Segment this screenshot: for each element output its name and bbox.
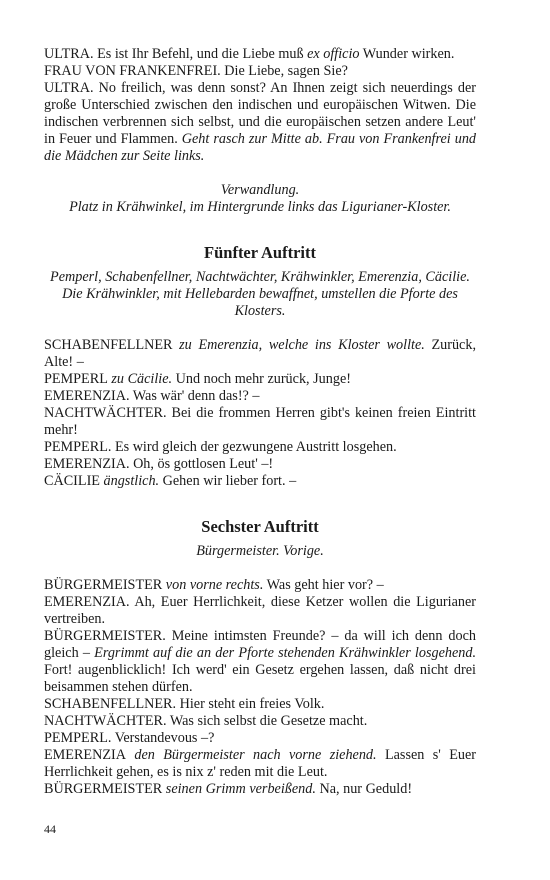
speaker-name: NACHTWÄCHTER. (44, 713, 167, 729)
speaker-name: FRAU VON FRANKENFREI. (44, 63, 221, 79)
dialogue-line (44, 439, 476, 456)
scene-6-stage-direction: Bürgermeister. Vorige. (196, 543, 324, 559)
dialogue-line (44, 713, 476, 730)
dialogue-line (44, 628, 476, 696)
dialogue-line (44, 80, 476, 165)
speech-text: Oh, ös gottlosen Leut' –! (129, 456, 274, 472)
stage-direction: den Bürgermeister nach vorne ziehend. (125, 747, 377, 763)
dialogue-line (44, 405, 476, 439)
speaker-name: NACHTWÄCHTER. (44, 405, 167, 421)
dialogue-line (44, 730, 476, 747)
scene-5-stage-direction: Pemperl, Schabenfellner, Nachtwächter, Krähwinkler, Emerenzia, Cäcilie. Die Krähwinkler, mit Hellebarden bewaffnet, umstellen die Pforte des Klosters. (50, 269, 470, 319)
speaker-name: ULTRA. (44, 80, 94, 96)
speaker-name: EMERENZIA (44, 747, 126, 763)
speech-text: Lassen s' Euer Herrlichkeit gehen, es is nix z' reden mit die Leut. (44, 747, 476, 780)
scene-heading-5: Fünfter Auftritt (204, 243, 316, 262)
dialogue-line (44, 473, 476, 490)
speech-text: Na, nur Geduld! (315, 781, 413, 797)
speaker-name: EMERENZIA. (44, 388, 130, 404)
stage-direction: von vorne rechts. (162, 577, 264, 593)
dialogue-line (44, 594, 476, 628)
dialogue-line (44, 63, 476, 80)
speaker-name: SCHABENFELLNER. (44, 696, 177, 712)
stage-direction: seinen Grimm verbeißend. (162, 781, 316, 797)
dialogue-line (44, 371, 476, 388)
speaker-name: BÜRGERMEISTER. (44, 628, 166, 644)
speech-text: Hier steht ein freies Volk. (176, 696, 325, 712)
speech-text: Und noch mehr zurück, Junge! (172, 371, 351, 387)
page-number: 44 (44, 822, 56, 836)
book-page (44, 46, 476, 798)
speech-text: Wunder wirken. (359, 46, 455, 62)
stage-direction: Ergrimmt auf die an der Pforte stehenden Krähwinkler losgehend. (94, 645, 476, 661)
scene-6-dialogue (44, 577, 476, 798)
speech-text: Meine intimsten Freunde? – da will ich denn doch gleich – (44, 628, 476, 661)
speech-text: Was wär' denn das!? – (129, 388, 260, 404)
speaker-name: CÄCILIE (44, 473, 100, 489)
speech-text: Es wird gleich der gezwungene Austritt losgehen. (111, 439, 397, 455)
speech-text: Was sich selbst die Gesetze macht. (166, 713, 368, 729)
speech-text: Die Liebe, sagen Sie? (220, 63, 348, 79)
scene-heading-6: Sechster Auftritt (201, 517, 319, 536)
dialogue-line (44, 337, 476, 371)
speech-text: Was geht hier vor? – (263, 577, 384, 593)
speech-text: Fort! augenblicklich! Ich werd' ein Gesetz ergehen lassen, daß nicht drei beisammen stehen dürfen. (44, 662, 476, 695)
dialogue-line (44, 696, 476, 713)
dialogue-line (44, 46, 476, 63)
stage-direction: Geht rasch zur Mitte ab. Frau von Frankenfrei und die Mädchen zur Seite links. (44, 131, 477, 164)
speaker-name: BÜRGERMEISTER (44, 781, 163, 797)
dialogue-line (44, 388, 476, 405)
speaker-name: BÜRGERMEISTER (44, 577, 163, 593)
speaker-name: ULTRA. (44, 46, 94, 62)
stage-direction: ex officio (307, 46, 360, 62)
scene-change-title: Verwandlung. (220, 182, 300, 198)
speech-text: Ah, Euer Herrlichkeit, diese Ketzer wollen die Ligurianer vertreiben. (44, 594, 476, 627)
speaker-name: PEMPERL. (44, 730, 112, 746)
speaker-name: EMERENZIA. (44, 456, 130, 472)
speech-text: Zurück, Alte! – (44, 337, 476, 370)
speaker-name: SCHABENFELLNER (44, 337, 173, 353)
dialogue-line (44, 781, 476, 798)
speech-text: Es ist Ihr Befehl, und die Liebe muß (93, 46, 308, 62)
speech-text: Verstandevous –? (111, 730, 215, 746)
speech-text: Gehen wir lieber fort. – (159, 473, 297, 489)
stage-direction: ängstlich. (99, 473, 160, 489)
scene-change-place: Platz in Krähwinkel, im Hintergrunde links das Ligurianer-Kloster. (69, 199, 451, 215)
speaker-name: EMERENZIA. (44, 594, 130, 610)
scene-5-dialogue (44, 337, 476, 490)
stage-direction: zu Emerenzia, welche ins Kloster wollte. (172, 337, 425, 353)
speaker-name: PEMPERL. (44, 439, 112, 455)
dialogue-line (44, 577, 476, 594)
stage-direction: zu Cäcilie. (107, 371, 173, 387)
dialogue-line (44, 747, 476, 781)
dialogue-line (44, 456, 476, 473)
speaker-name: PEMPERL (44, 371, 108, 387)
speech-text: Bei die frommen Herren gibt's keinen freien Eintritt mehr! (44, 405, 476, 438)
speech-text: No freilich, was denn sonst? An Ihnen zeigt sich neuerdings der große Unterschied zwischen den indischen und europäischen Witwen. Die indischen verbrennen sich selbst, und die europäischen setzen andere Leut' in Feuer und Flammen. (44, 80, 476, 147)
